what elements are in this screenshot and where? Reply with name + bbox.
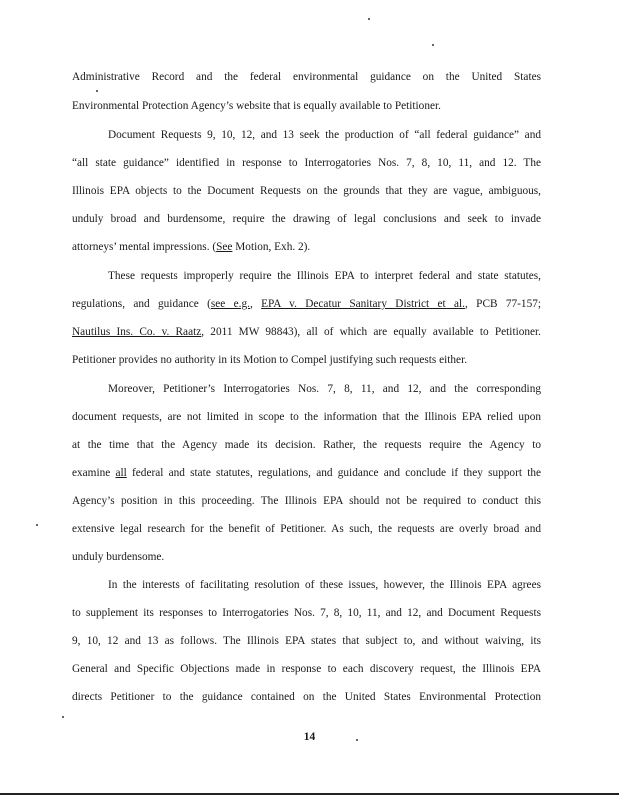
- text-line: Agency’s position in this proceeding. The Illinois EPA should not be required to conduct this: [72, 495, 541, 507]
- scan-speck: [356, 739, 358, 741]
- scan-speck: [96, 90, 98, 92]
- scan-speck: [368, 18, 370, 20]
- signal-see: See: [216, 241, 233, 253]
- text-line: Environmental Protection Agency’s website that is equally available to Petitioner.: [72, 100, 441, 112]
- text-line: In the interests of facilitating resolution of these issues, however, the Illinois EPA agrees: [108, 579, 541, 591]
- text-line: [72, 240, 541, 254]
- text-line: These requests improperly require the Illinois EPA to interpret federal and state statutes,: [108, 270, 541, 282]
- text-line: Petitioner provides no authority in its Motion to Compel justifying such requests either.: [72, 354, 468, 366]
- emphasis-all: all: [115, 467, 127, 479]
- page-number: 14: [303, 731, 316, 743]
- text-line: Administrative Record and the federal environmental guidance on the United States: [72, 71, 541, 83]
- text-line: Moreover, Petitioner’s Interrogatories Nos. 7, 8, 11, and 12, and the corresponding: [108, 383, 541, 395]
- text-segment: , PCB 77-157;: [465, 298, 542, 310]
- text-line: [72, 297, 541, 311]
- text-segment: Motion, Exh. 2).: [232, 241, 311, 253]
- text-line: Document Requests 9, 10, 12, and 13 seek the production of “all federal guidance” and: [108, 129, 541, 141]
- text-line: unduly broad and burdensome, require the drawing of legal conclusions and seek to invade: [72, 213, 541, 225]
- text-line: “all state guidance” identified in response to Interrogatories Nos. 7, 8, 10, 11, and 12. The: [72, 157, 541, 169]
- text-line: to supplement its responses to Interrogatories Nos. 7, 8, 10, 11, and 12, and Document Requests: [72, 607, 541, 619]
- text-line: at the time that the Agency made its decision. Rather, the requests require the Agency to: [72, 439, 541, 451]
- scan-speck: [62, 716, 64, 718]
- scan-speck: [432, 44, 434, 46]
- signal-see-eg: see e.g.: [210, 298, 250, 310]
- case-citation: EPA v. Decatur Sanitary District et al.: [261, 298, 466, 310]
- case-citation: Nautilus Ins. Co. v. Raatz: [72, 326, 202, 338]
- text-line: Illinois EPA objects to the Document Requests on the grounds that they are vague, ambiguous,: [72, 185, 541, 197]
- text-line: document requests, are not limited in scope to the information that the Illinois EPA relied upon: [72, 411, 541, 423]
- bottom-rule: [0, 793, 619, 795]
- text-line: [72, 466, 541, 480]
- text-line: General and Specific Objections made in response to each discovery request, the Illinois EPA: [72, 663, 541, 675]
- text-line: unduly burdensome.: [72, 551, 165, 563]
- text-line: extensive legal research for the benefit of Petitioner. As such, the requests are overly broad and: [72, 523, 541, 535]
- text-segment: ,: [249, 298, 262, 310]
- text-line: [72, 325, 541, 339]
- text-segment: attorneys’ mental impressions. (: [72, 241, 217, 253]
- text-segment: examine: [72, 467, 116, 479]
- text-line: 9, 10, 12 and 13 as follows. The Illinois EPA states that subject to, and without waiving, its: [72, 635, 541, 647]
- text-segment: federal and state statutes, regulations, and guidance and conclude if they support the: [126, 467, 542, 479]
- scan-speck: [36, 524, 38, 526]
- text-segment: regulations, and guidance (: [72, 298, 211, 310]
- text-line: directs Petitioner to the guidance contained on the United States Environmental Protection: [72, 691, 541, 703]
- text-segment: , 2011 MW 98843), all of which are equally available to Petitioner.: [201, 326, 541, 338]
